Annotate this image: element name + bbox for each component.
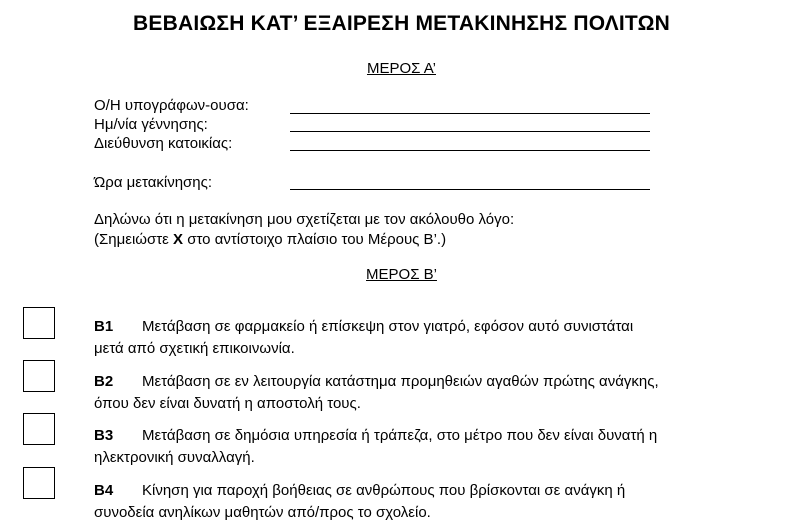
reason-item-b2-line1: [94, 371, 709, 393]
field-line-birthdate[interactable]: [290, 131, 650, 132]
reason-item-b3: [94, 425, 709, 469]
part-a-heading: ΜΕΡΟΣ Α’: [366, 60, 436, 77]
reason-text-b4: Κίνηση για παροχή βοήθειας σε ανθρώπους που βρίσκονται σε ανάγκη ή: [142, 482, 626, 499]
reason-code-b3: Β3: [94, 427, 114, 444]
reason-item-b1-line1: [94, 316, 709, 338]
checkbox-b1[interactable]: [23, 307, 55, 339]
reason-item-b4: [94, 480, 709, 524]
reason-code-b2: Β2: [94, 373, 114, 390]
instruction-note-end: στο αντίστοιχο πλαίσιο του Μέρους Β’.): [183, 231, 447, 248]
instruction-note-mark: X: [173, 231, 184, 248]
field-label-address: Διεύθυνση κατοικίας:: [94, 135, 233, 152]
reason-item-b1: [94, 316, 709, 360]
field-line-address[interactable]: [290, 150, 650, 151]
part-b-heading: ΜΕΡΟΣ Β’: [366, 266, 437, 283]
reason-text-b1: Μετάβαση σε φαρμακείο ή επίσκεψη στον γιατρό, εφόσον αυτό συνιστάται: [142, 318, 634, 335]
checkbox-b3[interactable]: [23, 413, 55, 445]
instruction-note-start: (Σημειώστε: [94, 231, 174, 248]
checkbox-b4[interactable]: [23, 467, 55, 499]
document-title: ΒΕΒΑΙΩΣΗ ΚΑΤ’ ΕΞΑΙΡΕΣΗ ΜΕΤΑΚΙΝΗΣΗΣ ΠΟΛΙΤΩΝ: [133, 12, 670, 35]
field-label-time: Ώρα μετακίνησης:: [94, 174, 213, 191]
reason-item-b4-line1: [94, 480, 709, 502]
reason-item-b3-line1: [94, 425, 709, 447]
instruction-note: [94, 231, 446, 248]
field-label-birthdate: Ημ/νία γέννησης:: [94, 116, 208, 133]
reason-text-b3: Μετάβαση σε δημόσια υπηρεσία ή τράπεζα, στο μέτρο που δεν είναι δυνατή η: [142, 427, 658, 444]
field-label-signatory: Ο/Η υπογράφων-ουσα:: [94, 97, 249, 114]
reason-text-b2: Μετάβαση σε εν λειτουργία κατάστημα προμηθειών αγαθών πρώτης ανάγκης,: [142, 373, 659, 390]
checkbox-b2[interactable]: [23, 360, 55, 392]
reason-item-b4-line2: συνοδεία ανηλίκων μαθητών από/προς το σχολείο.: [94, 504, 431, 521]
field-line-time[interactable]: [290, 189, 650, 190]
reason-code-b4: Β4: [94, 482, 114, 499]
reason-item-b2-line2: όπου δεν είναι δυνατή η αποστολή τους.: [94, 395, 361, 412]
field-line-signatory[interactable]: [290, 113, 650, 114]
reason-code-b1: Β1: [94, 318, 114, 335]
reason-statement: Δηλώνω ότι η μετακίνηση μου σχετίζεται με τον ακόλουθο λόγο:: [94, 211, 515, 228]
reason-item-b2: [94, 371, 709, 415]
reason-item-b1-line2: μετά από σχετική επικοινωνία.: [94, 340, 295, 357]
reason-item-b3-line2: ηλεκτρονική συναλλαγή.: [94, 449, 255, 466]
